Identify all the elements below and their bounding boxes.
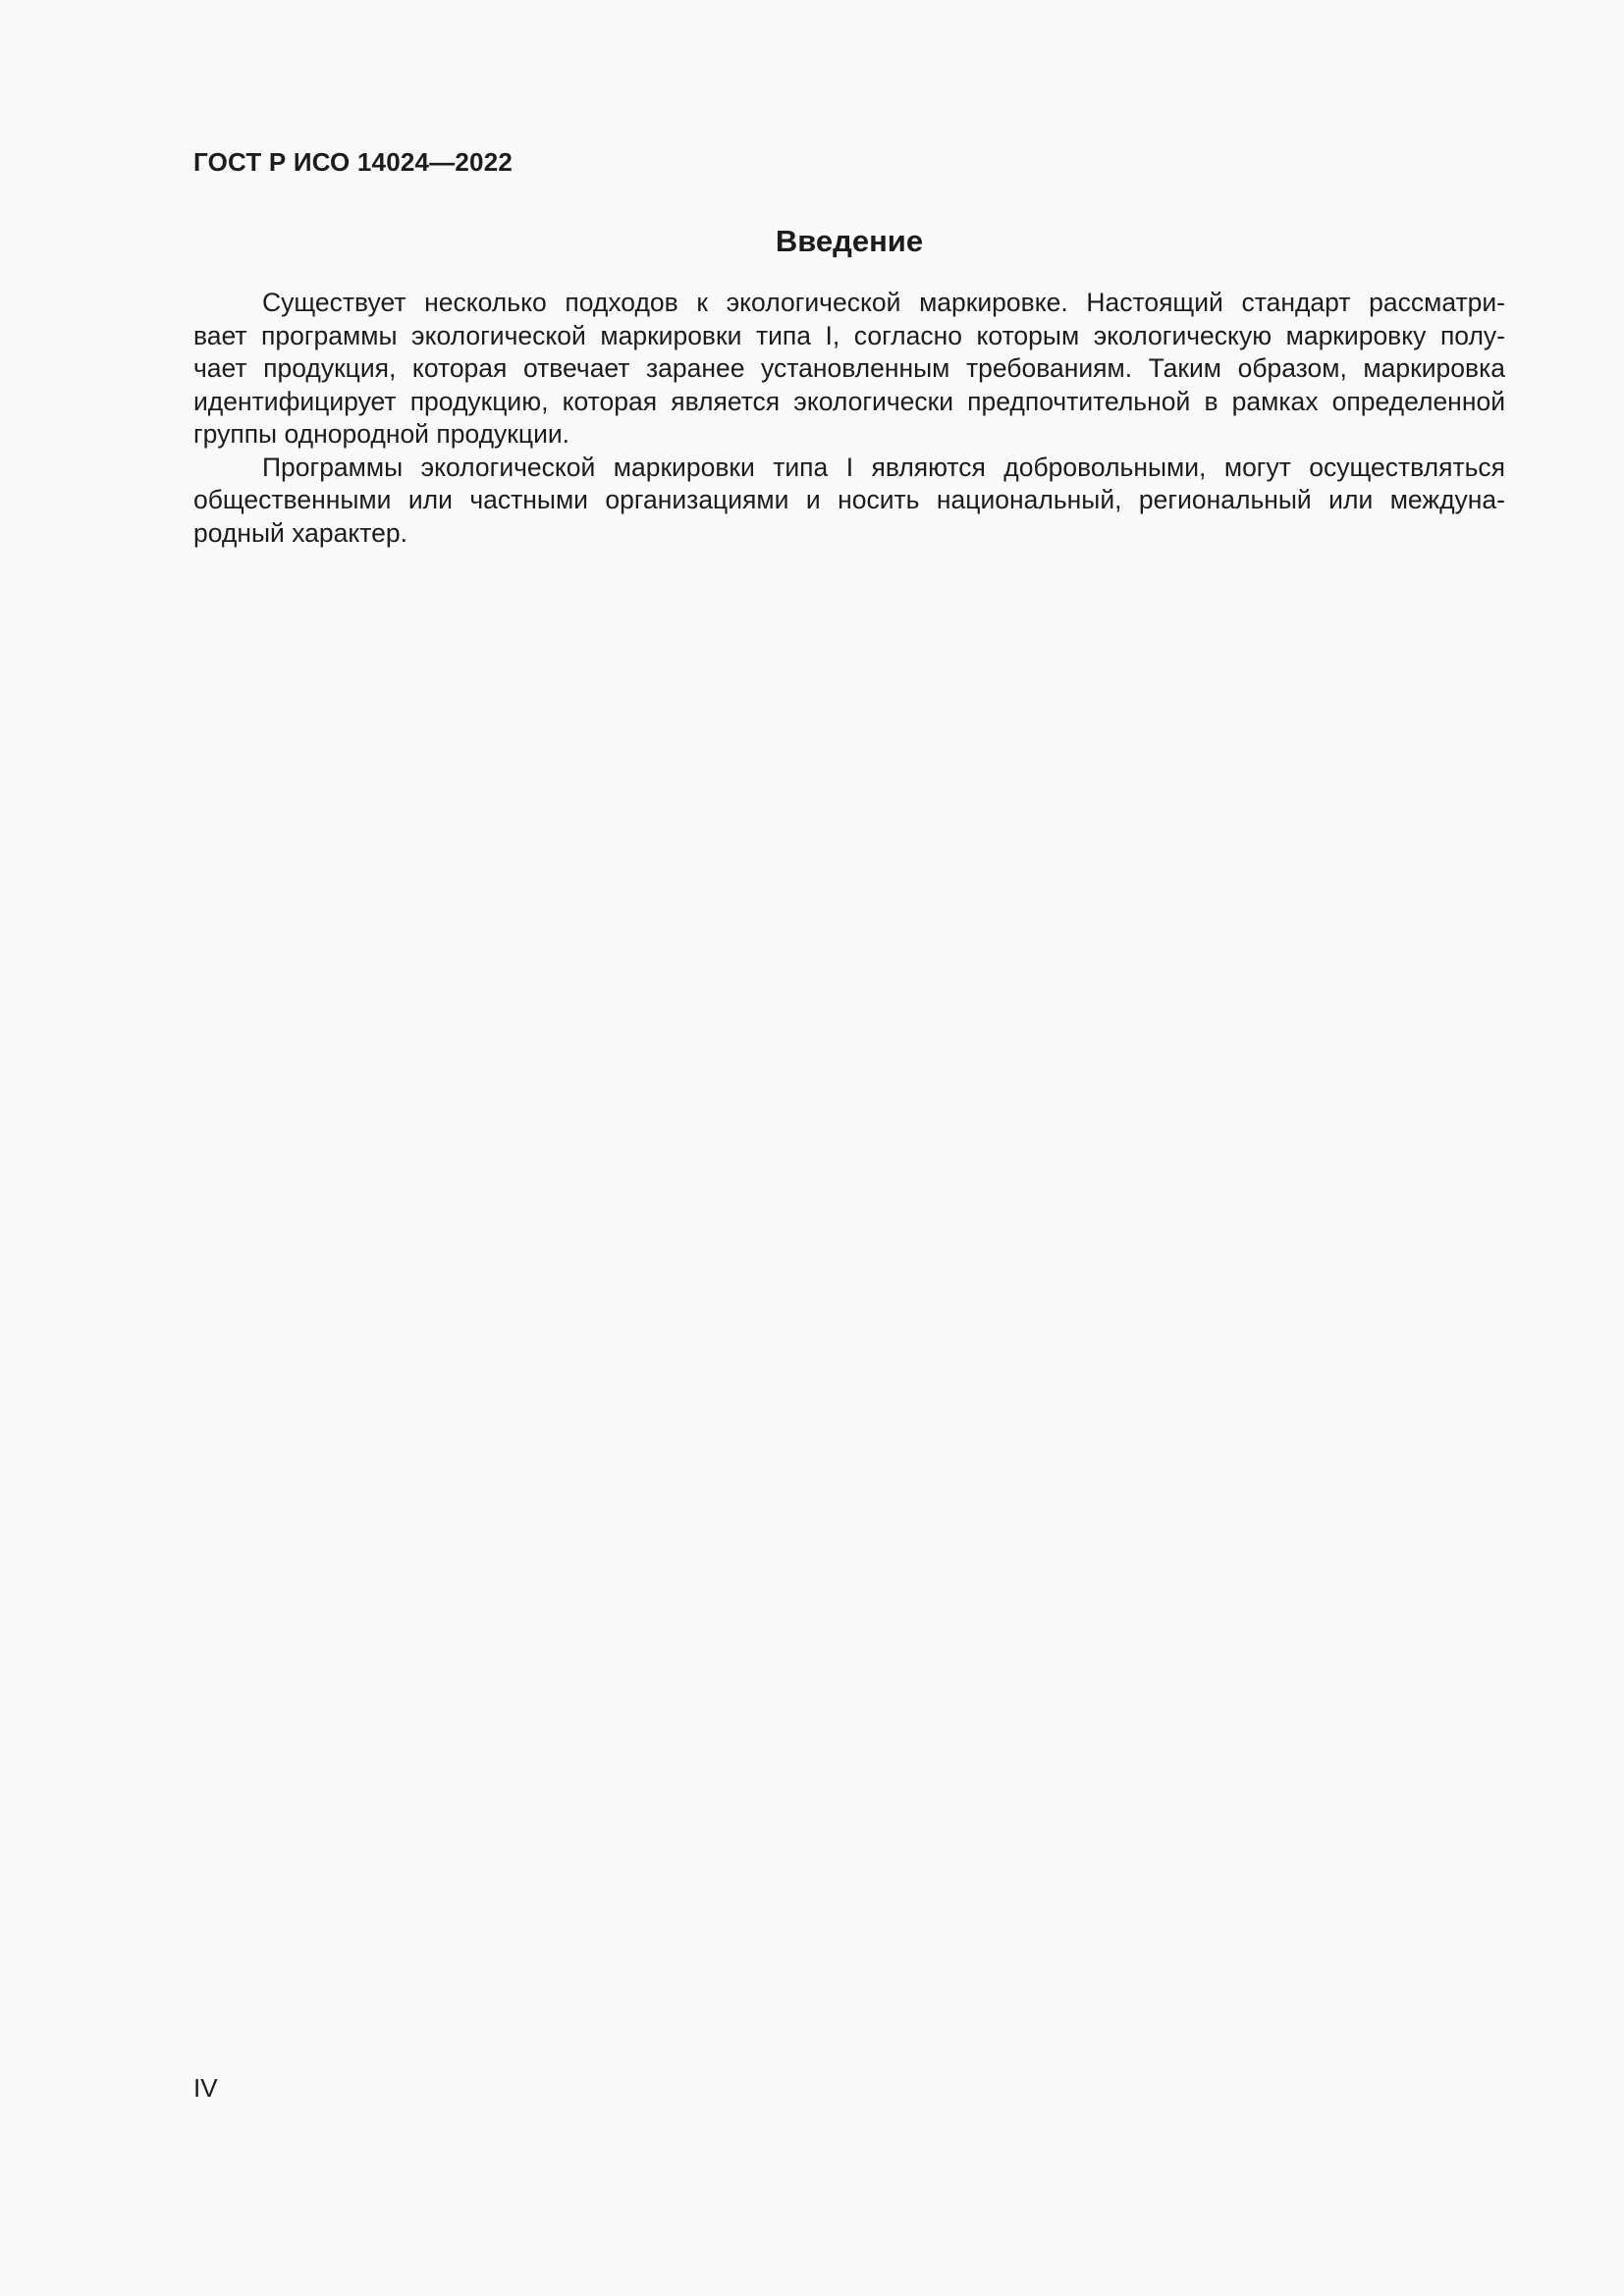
paragraph-line: Существует несколько подходов к экологической маркировке. Настоящий стандарт рассматри- [262,288,1505,317]
section-title: Введение [775,224,924,258]
paragraph-line: общественными или частными организациями и носить национальный, региональный или междуна- [193,485,1505,514]
paragraph-line: чает продукция, которая отвечает заранее установленным требованиям. Таким образом, маркировка [193,353,1505,383]
paragraph-line: идентифицирует продукцию, которая является экологически предпочтительной в рамках определенной [193,386,1505,416]
paragraph-line: родный характер. [193,517,407,548]
paragraph-line: Программы экологической маркировки типа I являются добровольными, могут осуществляться [262,452,1505,482]
page-number: IV [193,2073,218,2103]
paragraph-2 [193,452,1505,551]
paragraph-line: группы однородной продукции. [193,419,570,449]
document-header: ГОСТ Р ИСО 14024—2022 [193,147,514,177]
paragraph-1 [193,287,1505,452]
body-text [193,287,1505,550]
paragraph-line: вает программы экологической маркировки типа I, согласно которым экологическую маркировку полу- [193,320,1505,350]
